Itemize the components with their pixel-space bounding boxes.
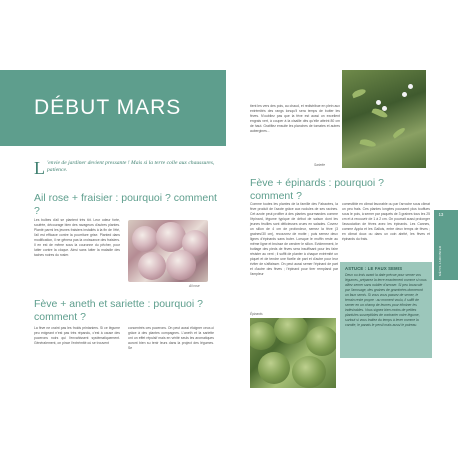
page-number: 13: [438, 212, 444, 217]
intro-text: [34, 160, 224, 176]
caption-ail: Ail rose: [189, 284, 200, 288]
chapter-tab-label: MÉTIS JARDINIER: [438, 245, 442, 276]
body-feve-epinards-col2: comestible en climat favorable ou par l'arroche sous climat un peu frais. Ces plantes longées poussent plus touffues sous le pois, à semer par paquets de 3 graines tous les 25 cm et à recouvrir de 1 à 2 cm. On pourrait aussi prolonger l'association de fèves avec les épinards. Les Cannes, comme Appia et les Gallois, entre deux temps de fèves ; en climat doux ou dans un coin abrité, les fèves et épinards du frais.: [342, 202, 430, 241]
spinach-photo: [250, 318, 336, 388]
drop-cap: L: [34, 158, 45, 178]
garlic-photo: [128, 220, 208, 282]
caption-sariette: Sariette: [314, 163, 325, 167]
body-feve-aneth-col2: concentrés ces pucerons. On peut aussi éloigner ceux-ci grâce à des plantes compagnes. L'aneth et la sariette ont un effet répulsif mais en vérité seuls les aromatiques auront bien su tenir leurs dans la project des légumes. Se: [128, 326, 214, 350]
sariette-photo: [342, 70, 426, 168]
body-continued: tient les vers des pois, au chaud, et redistribue en plein aux extrémités des rangs lorsqu'il sera temps de butter les fèves. N'oubliez pas que la fève est aussi un excellent engrais vert, à couper à la cisaille dès qu'elle atteint 80 cm de haut. Gratifiez ensuite les planches de tomates et autres aubergines...: [250, 104, 340, 133]
tip-text: Deux ou trois avant la date prévue pour semer vos légumes, préparez la terre exactement comme si vous alliez semer sans oublier d'arroser. Si peu bousculé par l'arrosage, des graines de graminées donneront un faux semis. Si vous vous passez de semer, le terrain reste propre : au moment voulu, il suffit de semer en un champ de leurres pour éliminer les indésirables. Vous signez bien moins de petites plantules susceptibles de contrarier votre légume, surtout si vous traitez du temps à lever comme la carotte, le panais le persil mais aussi le poireau.: [345, 273, 427, 327]
body-ail-fraisier: Les bulbes d'ail se plantent très tôt. Leur odeur forte, soufrée, décourage bien des ravageurs d'autres plantes. Planté parmi les jeunes fraisiers installés à la fin de l'été, l'ail est efficace contre la pourriture grise. Planted dans modification, il ne gênera pas la croissance des fraisiers. Il en est de même sous la couronne du pêcher, pour lutter contre la cloque. Ainsi sans lutter la maladie des taches noires du rosier.: [34, 218, 120, 257]
tip-title: ASTUCE : LE FAUX SEMIS: [345, 266, 403, 271]
caption-epinards: Épinards: [250, 312, 263, 316]
heading-ail-fraisier: Ail rose + fraisier : pourquoi ? comment ?: [34, 192, 217, 217]
tip-box: [340, 262, 432, 358]
intro-body: 'envie de jardiner devient pressante ! Mais si la terre colle aux chaussures, patience.: [47, 160, 215, 174]
body-feve-aneth-col1: La fève ne craint pas les froids printaniers. Si ce légume peu exigeant n'est pas très répandu, c'est à cause des pucerons noirs qui l'envahissent systématiquement. Généralement, on pince l'extrémité où se trouvent: [34, 326, 120, 345]
body-feve-epinards-col1: Comme toutes les plantes de la famille des Fabacées, la fève produit de l'azote grâce aux nodules de ses racines. Cet azote peut profiter à des plantes gourmandes comme l'épinard, légume typique de début de saison dont les jeunes feuilles sont délicieuses crues en salades. Covrez un sillon de 4 cm de profondeur, semez la fève (3 graines/30 cm), recouvrez de motte ; puis semez deux lignes d'épinards sans buter. Lorsque le muffin reste au même ligne et bruisse de cendrer le sillon. Evidemment, le buttage des pieds de fèves sera insuffisant pour les faire résister au vent ; il suffit de planter à chaque extrémité un piquet et de tendre une ficelle de part et d'autre pour leur éviter de s'affaisser. On peut aussi semer l'épinard de part et d'autre des fèves ; l'épinard pour tirer rempland par l'ampleur: [250, 202, 338, 276]
heading-feve-aneth: Fève + aneth et sariette : pourquoi ? comment ?: [34, 298, 203, 323]
page-title: DÉBUT MARS: [34, 96, 182, 119]
heading-feve-epinards: Fève + épinards : pourquoi ? comment ?: [250, 177, 384, 202]
